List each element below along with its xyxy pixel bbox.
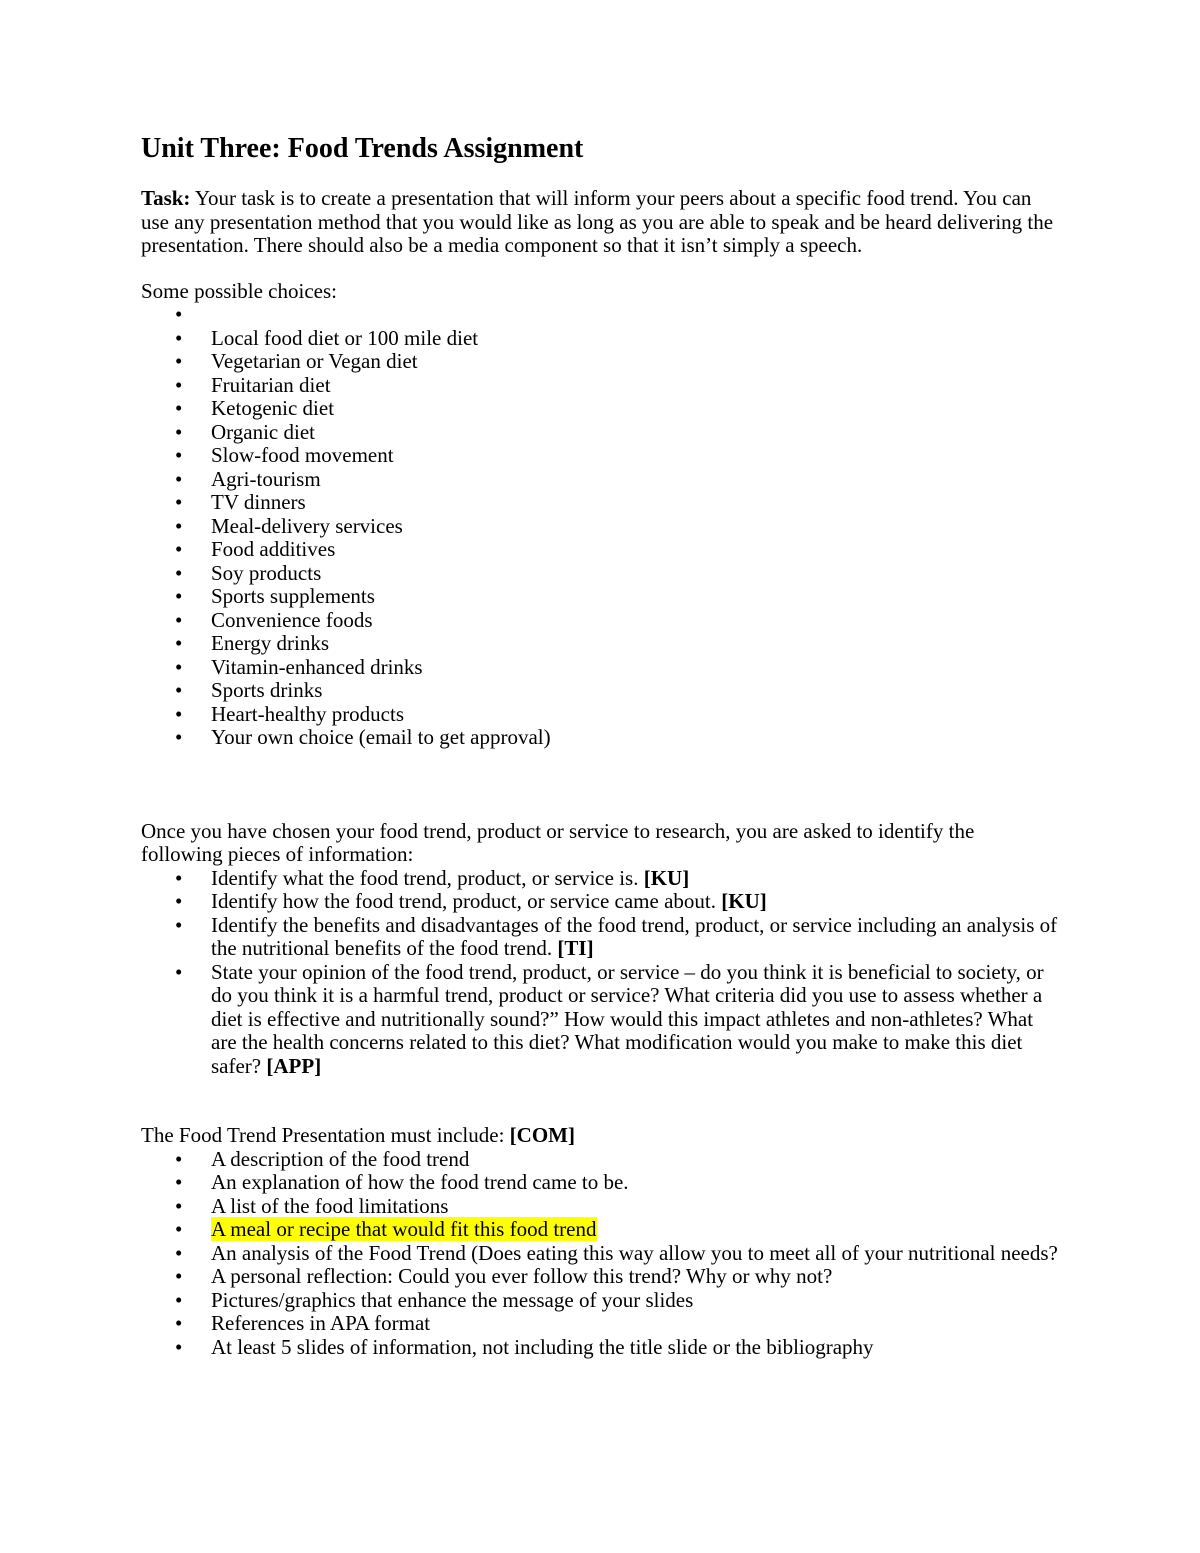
presentation-item <box>141 1336 1061 1360</box>
bullet-icon: • <box>175 349 183 373</box>
choice-text: Ketogenic diet <box>211 396 335 420</box>
identify-tag: [TI] <box>557 936 594 960</box>
presentation-text: Pictures/graphics that enhance the message of your slides <box>211 1287 694 1312</box>
choice-item <box>141 538 1061 562</box>
presentation-item <box>141 1195 1061 1219</box>
choice-text: Organic diet <box>211 419 315 444</box>
bullet-icon: • <box>175 701 183 726</box>
choice-item <box>141 515 1061 539</box>
presentation-text: A description of the food trend <box>211 1146 470 1171</box>
identify-text: Identify the benefits and disadvantages of the food trend, product, or service including an analysis of the nutritional benefits of the food trend. <box>211 912 1058 960</box>
choice-item <box>141 726 1061 750</box>
presentation-item <box>141 1242 1061 1266</box>
identify-item <box>141 867 1061 891</box>
bullet-icon: • <box>175 1240 183 1265</box>
presentation-intro-text: The Food Trend Presentation must include: <box>141 1123 510 1147</box>
presentation-text: References in APA format <box>211 1311 431 1335</box>
bullet-icon: • <box>175 372 183 397</box>
choices-list <box>141 303 1061 750</box>
bullet-icon: • <box>175 1334 183 1359</box>
bullet-icon: • <box>175 865 183 890</box>
presentation-item <box>141 1312 1061 1336</box>
choice-text: TV dinners <box>211 490 306 514</box>
choice-text: Soy products <box>211 560 322 585</box>
presentation-text: A personal reflection: Could you ever follow this trend? Why or why not? <box>211 1264 833 1288</box>
presentation-text: An explanation of how the food trend came to be. <box>211 1170 629 1194</box>
bullet-icon: • <box>175 607 183 632</box>
choice-item <box>141 632 1061 656</box>
presentation-item <box>141 1218 1061 1242</box>
bullet-icon: • <box>175 1311 183 1335</box>
choice-text: Fruitarian diet <box>211 372 331 397</box>
document-page <box>141 132 1061 1359</box>
bullet-icon: • <box>175 302 183 326</box>
choice-item <box>141 679 1061 703</box>
choice-text: Sports drinks <box>211 678 323 702</box>
identify-list <box>141 867 1061 1079</box>
choice-text: Meal-delivery services <box>211 513 403 538</box>
presentation-item <box>141 1171 1061 1195</box>
bullet-icon: • <box>175 560 183 585</box>
bullet-icon: • <box>175 1146 183 1171</box>
bullet-icon: • <box>175 725 183 749</box>
choice-text: Energy drinks <box>211 631 330 655</box>
identify-item <box>141 914 1061 961</box>
identify-text: Identify what the food trend, product, or service is. <box>211 865 644 890</box>
bullet-icon: • <box>175 1217 183 1241</box>
choice-item <box>141 703 1061 727</box>
choice-text: Vegetarian or Vegan diet <box>211 349 418 373</box>
bullet-icon: • <box>175 1193 183 1218</box>
presentation-item <box>141 1265 1061 1289</box>
bullet-icon: • <box>175 325 183 350</box>
identify-tag: [KU] <box>721 889 767 913</box>
choice-item <box>141 350 1061 374</box>
bullet-icon: • <box>175 654 183 679</box>
task-paragraph <box>141 187 1061 258</box>
bullet-icon: • <box>175 889 183 913</box>
choice-item <box>141 303 1061 327</box>
choice-text: Vitamin-enhanced drinks <box>211 654 423 679</box>
bullet-icon: • <box>175 537 183 561</box>
task-text: Your task is to create a presentation that will inform your peers about a specific food trend. You can use any presentation method that you would like as long as you are able to speak and be heard delivering the presentation. There should also be a media component so that it isn’t simply a speech. <box>141 186 1054 257</box>
choice-item <box>141 444 1061 468</box>
choices-intro: Some possible choices: <box>141 278 337 303</box>
choice-item <box>141 374 1061 398</box>
choice-text: Heart-healthy products <box>211 701 405 726</box>
bullet-icon: • <box>175 959 183 984</box>
bullet-icon: • <box>175 490 183 514</box>
choice-item <box>141 562 1061 586</box>
bullet-icon: • <box>175 678 183 702</box>
identify-item <box>141 890 1061 914</box>
choice-text: Local food diet or 100 mile diet <box>211 325 479 350</box>
bullet-icon: • <box>175 419 183 444</box>
bullet-icon: • <box>175 1264 183 1288</box>
bullet-icon: • <box>175 912 183 937</box>
identify-text: Identify how the food trend, product, or service came about. <box>211 889 722 913</box>
identify-tag: [APP] <box>266 1053 322 1078</box>
presentation-list <box>141 1148 1061 1360</box>
bullet-icon: • <box>175 584 183 608</box>
choice-item <box>141 585 1061 609</box>
choice-text: Food additives <box>211 537 336 561</box>
identify-tag: [KU] <box>643 865 690 890</box>
highlighted-text: A meal or recipe that would fit this food trend <box>211 1217 597 1241</box>
document-title: Unit Three: Food Trends Assignment <box>141 133 584 164</box>
presentation-item <box>141 1289 1061 1313</box>
choice-text: Your own choice (email to get approval) <box>211 725 551 749</box>
choice-text: Slow-food movement <box>211 443 394 467</box>
choice-text: Convenience foods <box>211 607 373 632</box>
presentation-intro <box>141 1124 1061 1148</box>
identify-intro: Once you have chosen your food trend, product or service to research, you are asked to identify the following pieces of information: <box>141 818 975 866</box>
choice-item <box>141 421 1061 445</box>
choice-item <box>141 656 1061 680</box>
presentation-item <box>141 1148 1061 1172</box>
bullet-icon: • <box>175 631 183 655</box>
bullet-icon: • <box>175 513 183 538</box>
bullet-icon: • <box>175 1287 183 1312</box>
task-label: Task: <box>141 186 191 210</box>
choice-text: Sports supplements <box>211 584 375 608</box>
presentation-intro-tag: [COM] <box>509 1123 575 1147</box>
bullet-icon: • <box>175 1170 183 1194</box>
choice-item <box>141 491 1061 515</box>
choice-item <box>141 397 1061 421</box>
choice-item <box>141 609 1061 633</box>
choice-item <box>141 468 1061 492</box>
presentation-text: A list of the food limitations <box>211 1193 449 1218</box>
identify-item <box>141 961 1061 1079</box>
choice-text: Agri-tourism <box>211 466 321 491</box>
bullet-icon: • <box>175 443 183 467</box>
bullet-icon: • <box>175 396 183 420</box>
presentation-text: At least 5 slides of information, not including the title slide or the bibliography <box>211 1334 874 1359</box>
identify-text: State your opinion of the food trend, product, or service – do you think it is beneficial to society, or do you think it is a harmful trend, product or service? What criteria did you use to assess whether a diet is effective and nutritionally sound?” How would this impact athletes and non-athletes? What are the health concerns related to this diet? What modification would you make to make this diet safer? <box>211 959 1044 1078</box>
presentation-text: An analysis of the Food Trend (Does eating this way allow you to meet all of your nutritional needs? <box>211 1240 1058 1265</box>
bullet-icon: • <box>175 466 183 491</box>
choice-item <box>141 327 1061 351</box>
